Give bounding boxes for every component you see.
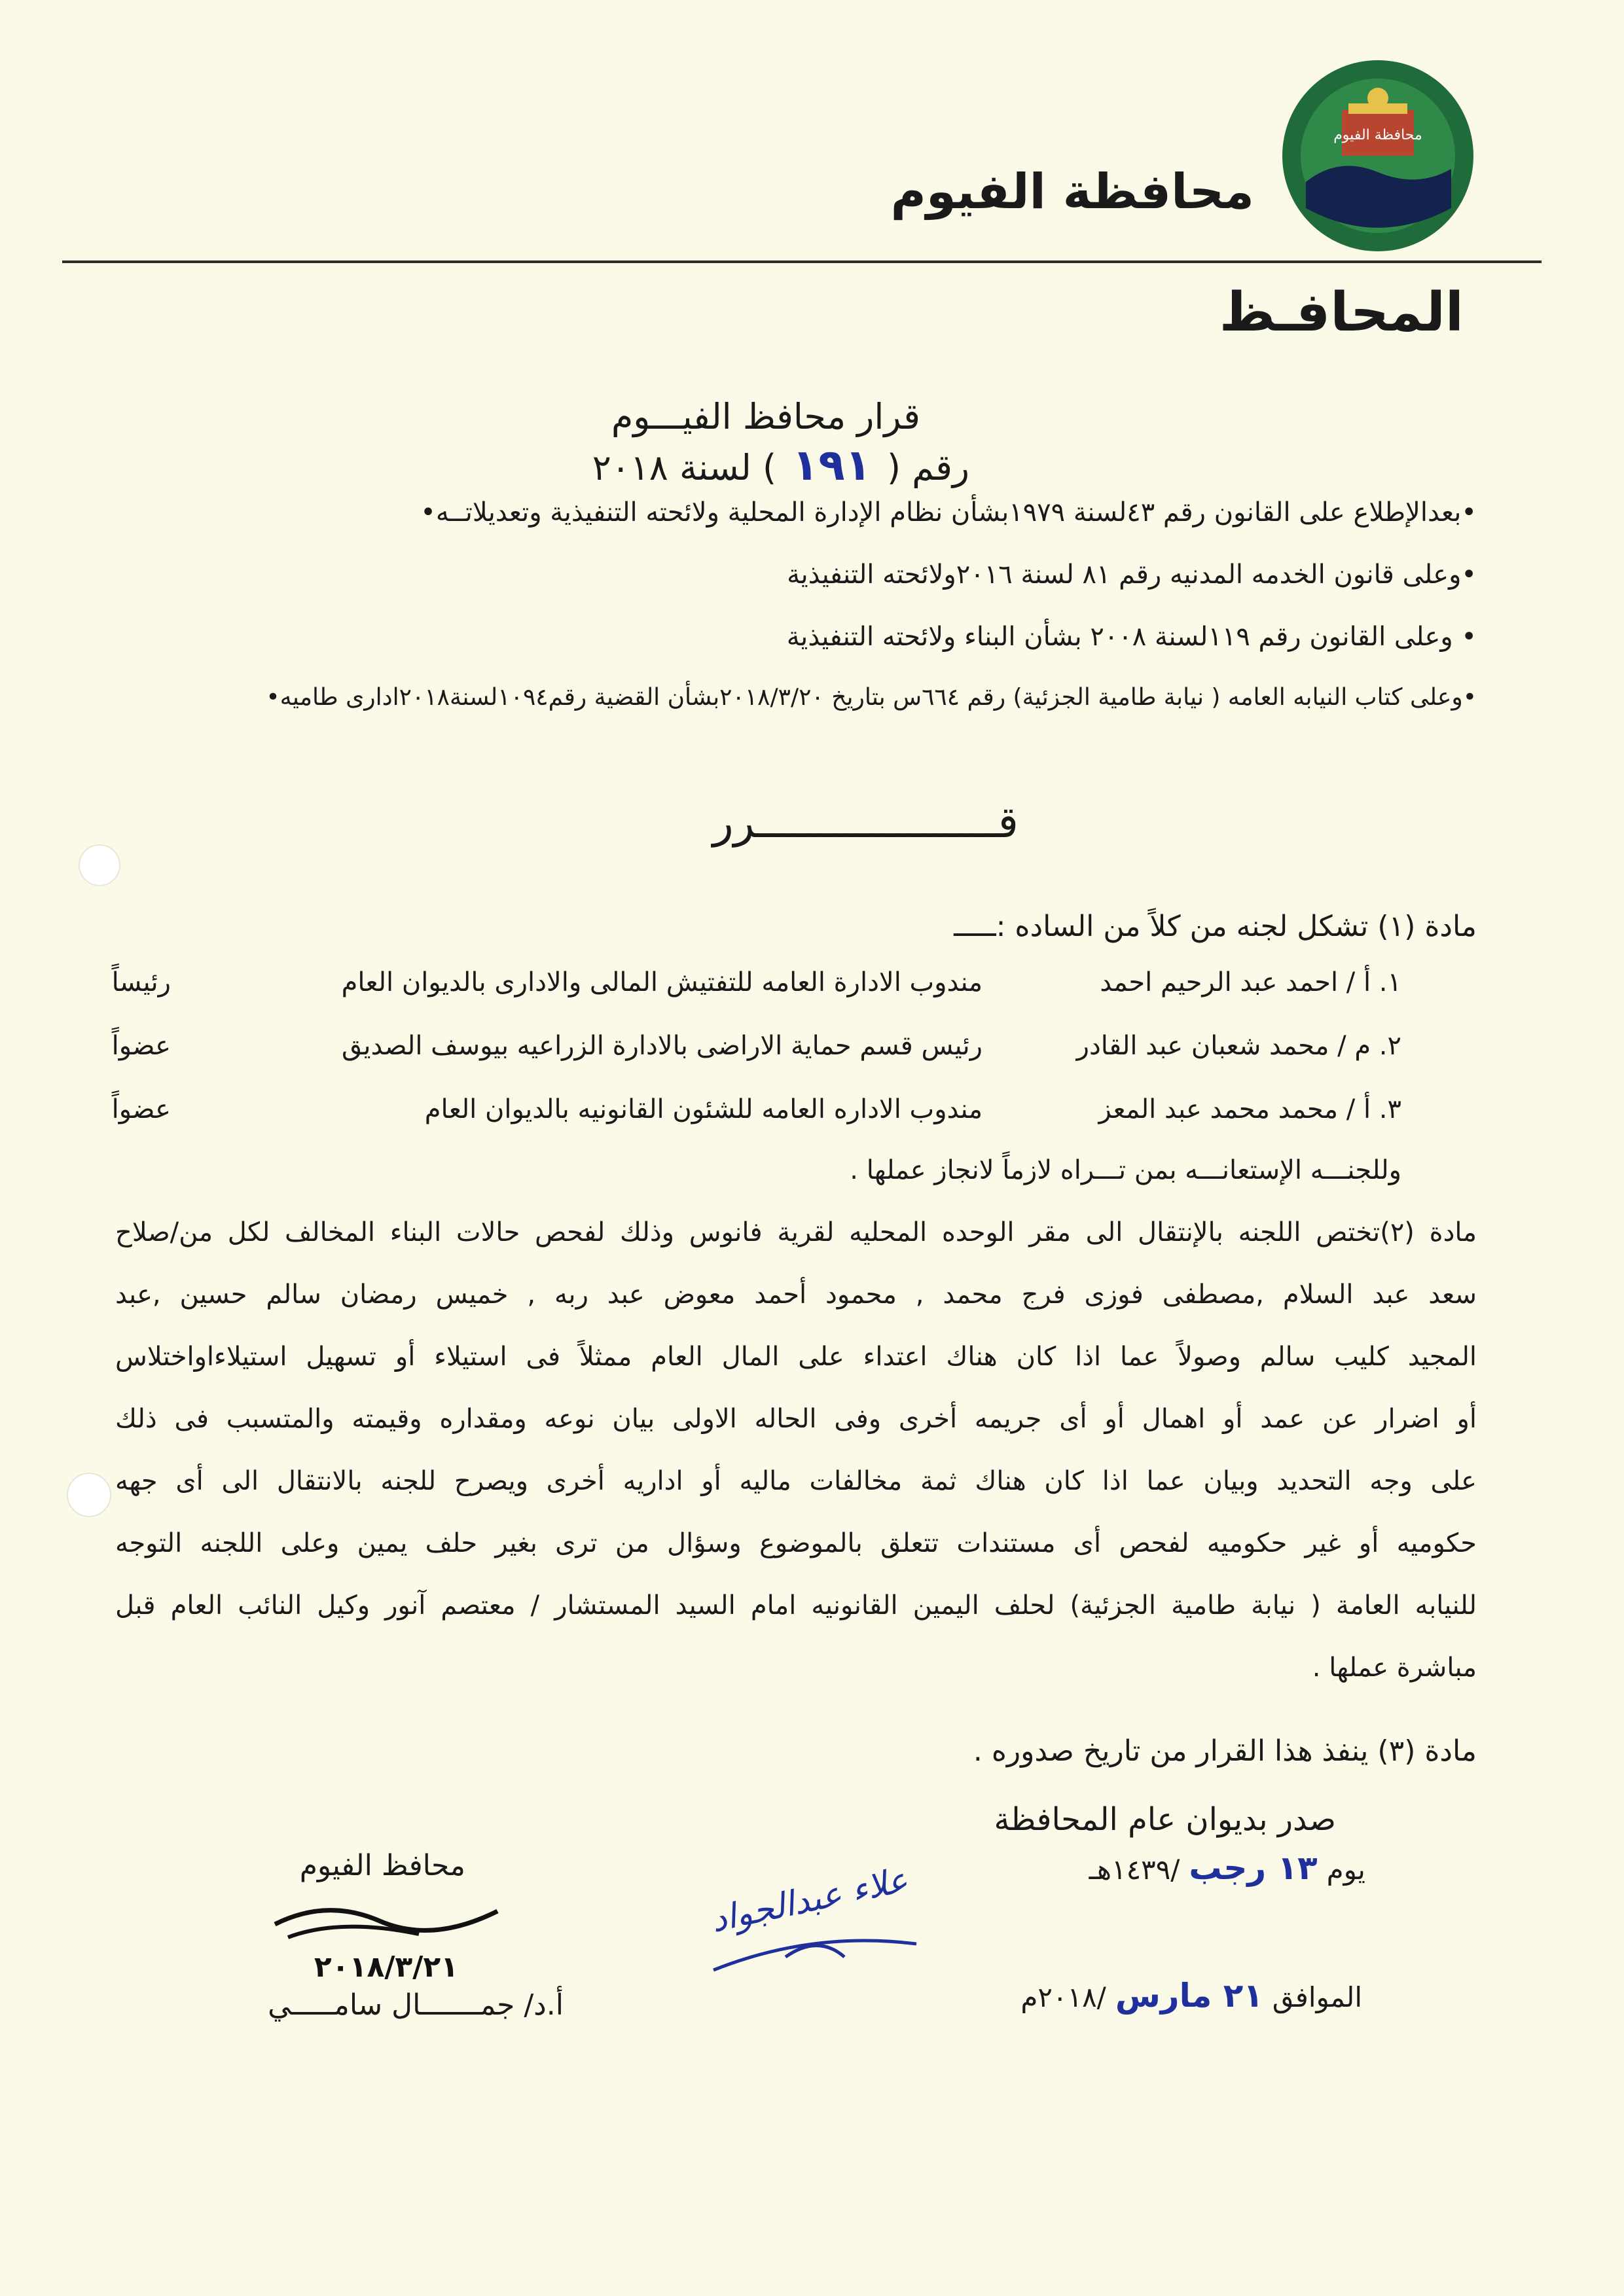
recital: •بعدالإطلاع على القانون رقم ٤٣لسنة ١٩٧٩بشأن نظام الإدارة المحلية ولائحته التنفيذية وتعديلاتــه• [420,497,1477,528]
article-1-title: مادة (١) تشكل لجنه من كلاً من الساده :ـــــ [954,910,1477,943]
office-title: المحافـظ [1219,281,1464,344]
member-name: ٣. أ / محمد محمد عبد المعز [1098,1094,1401,1124]
member-role: عضواً [111,1094,171,1124]
committee-note: وللجنـــه الإستعانـــه بمن تـــراه لازماً لانجاز عملها . [850,1155,1401,1185]
article-2-line: مادة (٢)تختص اللجنه بالإنتقال الى مقر الوحده المحليه لقرية فانوس وذلك لفحص حالات البناء المخالف لكل من/صلاح [115,1217,1477,1247]
governor-handwritten-date: ٢٠١٨/٣/٢١ [314,1950,459,1984]
article-3: مادة (٣) ينفذ هذا القرار من تاريخ صدوره . [973,1734,1477,1768]
issued-at: صدر بديوان عام المحافظة [994,1801,1336,1838]
member-name: ١. أ / احمد عبد الرحيم احمد [1100,967,1401,997]
article-2-line: للنيابه العامة ( نيابة طامية الجزئية) لحلف اليمين القانونيه امام السيد المستشار / معتصم آنور وكيل النائب العام قبل [115,1590,1477,1621]
gregorian-handwritten-date: ٢١ مارس [1115,1977,1263,2015]
governor-signature [249,1885,537,1996]
governor-title: محافظ الفيوم [299,1849,465,1882]
decree-number: ١٩١ [792,440,871,490]
decree-title: قرار محافظ الفيـــوم [611,396,920,437]
hijri-handwritten-date: ١٣ رجب [1189,1849,1318,1887]
decree-number-line [592,440,969,490]
recital: • وعلى القانون رقم ١١٩لسنة ٢٠٠٨ بشأن البناء ولائحته التنفيذية [786,622,1477,652]
hijri-prefix: يوم [1326,1854,1365,1886]
member-role: رئيساً [111,967,171,997]
recital: •وعلى كتاب النيابه العامه ( نيابة طامية الجزئية) رقم ٦٦٤س بتاريخ ٢٠١٨/٣/٢٠بشأن القضية رقم١٠٩٤لسنة٢٠١٨ادارى طاميه• [266,684,1477,711]
decides-heading: قـــــــــــــــــــرر [712,797,1019,848]
article-2-line: المجيد كليب سالم وصولاً عما اذا كان هناك اعتداء على المال العام ممثلاً فى استيلاء أو تسهيل استيلاءاواختلاس [115,1342,1477,1372]
header-divider [62,260,1542,263]
logo-text: محافظة الفيوم [1333,127,1422,143]
member-name: ٢. م / محمد شعبان عبد القادر [1076,1031,1401,1061]
reviewer-signature [694,1859,929,1990]
article-2-line: أو اضرار عن عمد أو اهمال أو أى جريمه أخرى وفى الحاله الاولى بيان نوعه ومقداره وقيمته والمتسبب فى ذلك [115,1404,1477,1434]
member-role: عضواً [111,1031,171,1061]
scan-punch-hole [67,1473,111,1517]
scan-punch-hole [79,844,120,886]
decree-number-prefix: رقم ( [886,447,969,488]
gregorian-suffix: /٢٠١٨م [1020,1981,1106,2013]
hijri-date-line [1089,1849,1365,1887]
article-2-line: سعد عبد السلام ,مصطفى فوزى فرج محمد , محمود أحمد معوض عبد ربه , خميس رمضان سالم حسين ,عبد [115,1280,1477,1310]
governor-name: أ.د/ جمـــــــال سامـــــي [268,1988,564,2022]
article-2-line: حكوميه أو غير حكوميه لفحص أى مستندات تتعلق بالموضوع وسؤال من ترى بغير حلف يمين وعلى اللجنه التوجه [115,1528,1477,1558]
article-2-line: على وجه التحديد وبيان عما اذا كان هناك ثمة مخالفات ماليه أو اداريه أخرى ويصرح للجنه بالانتقال الى أى جهه [115,1466,1477,1496]
member-description: مندوب الاداره العامه للشئون القانونيه بالديوان العام [424,1094,983,1124]
hijri-suffix: /١٤٣٩هـ [1089,1854,1180,1886]
decree-number-suffix: ) لسنة ٢٠١٨ [592,447,777,488]
article-2-line: مباشرة عملها . [1312,1653,1477,1683]
gregorian-prefix: الموافق [1272,1981,1362,2013]
governorate-name: محافظة الفيوم [890,164,1254,220]
governorate-logo [1280,58,1476,254]
member-description: رئيس قسم حماية الاراضى بالادارة الزراعيه بيوسف الصديق [341,1031,983,1061]
recital: •وعلى قانون الخدمه المدنيه رقم ٨١ لسنة ٢٠١٦ولائحته التنفيذية [787,560,1477,590]
reviewer-signature-text: علاء عبدالجواد [707,1860,912,1941]
member-description: مندوب الادارة العامه للتفتيش المالى والادارى بالديوان العام [341,967,983,997]
gregorian-date-line [1020,1977,1362,2015]
